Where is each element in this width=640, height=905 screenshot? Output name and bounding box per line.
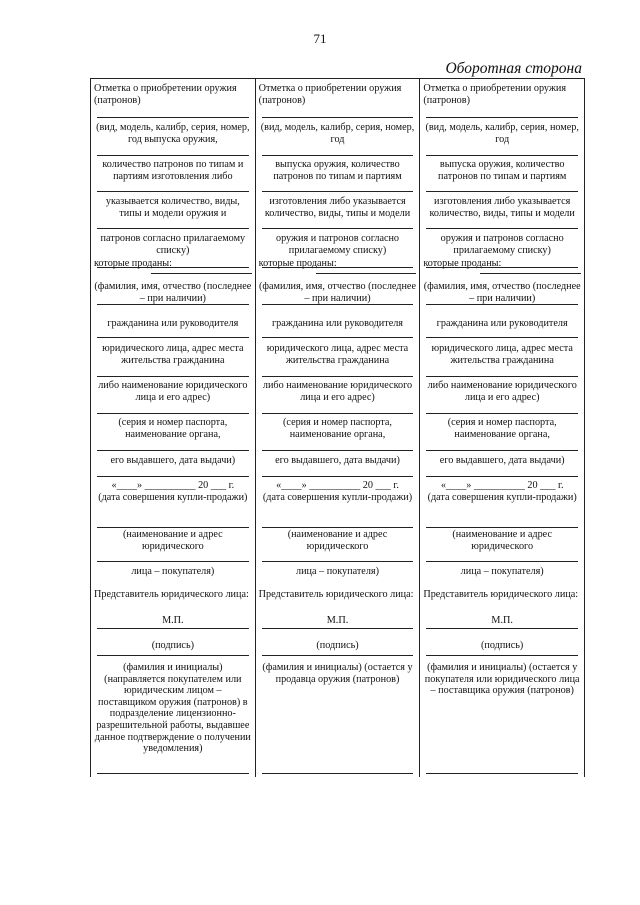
buyer-caption: лица – покупателя) [296, 566, 379, 577]
fill-line[interactable] [97, 476, 249, 477]
date-line: «____» __________ 20 ___ г. [276, 480, 399, 491]
fill-line[interactable] [426, 304, 578, 305]
signature-caption: (подпись) [481, 640, 524, 651]
fill-line[interactable] [426, 117, 578, 118]
fill-line[interactable] [426, 450, 578, 451]
date-line: «____» __________ 20 ___ г. [440, 480, 564, 491]
fill-line[interactable] [97, 413, 249, 414]
fill-line[interactable] [262, 337, 414, 338]
page-number: 71 [313, 31, 327, 46]
date-line: «____» __________ 20 ___ г. [111, 480, 235, 491]
fill-line[interactable] [97, 527, 249, 528]
column-3 [419, 79, 584, 777]
issued-by-caption: его выдавшего, дата выдачи) [110, 455, 236, 466]
initials-note: (фамилия и инициалы) (направляется покупателем или юридическим лицом – поставщиком оружия (патронов) в подразделение лицензионно-разрешительной работы, выдавшее данное подтверждение о получении уведомления) [94, 662, 251, 755]
initials-note: (фамилия и инициалы) (остается у продавца оружия (патронов) [262, 662, 413, 685]
passport-caption: (серия и номер паспорта, наименование органа, [118, 417, 228, 440]
fill-line[interactable] [97, 561, 249, 562]
weapon-type-caption: (вид, модель, калибр, серия, номер, год [260, 122, 415, 145]
sold-fill-line[interactable] [316, 273, 417, 274]
name-caption: (фамилия, имя, отчество (последнее – при наличии) [423, 281, 581, 304]
legal-entity-caption: (наименование и адрес юридического [287, 529, 388, 552]
fill-line[interactable] [426, 337, 578, 338]
fill-line[interactable] [97, 117, 249, 118]
fill-line[interactable] [426, 628, 578, 629]
fill-line[interactable] [426, 228, 578, 229]
fill-line[interactable] [97, 376, 249, 377]
fill-line[interactable] [262, 527, 414, 528]
specified-caption: изготовления либо указывается количество, виды, типы и модели [429, 196, 575, 219]
per-list-caption: патронов согласно прилагаемому списку) [100, 233, 246, 256]
column-1 [91, 79, 255, 777]
sale-date-caption: (дата совершения купли-продажи) [262, 492, 413, 503]
legal-address-caption: юридического лица, адрес места жительства гражданина [266, 343, 409, 366]
column-header: Отметка о приобретении оружия (патронов) [423, 83, 567, 106]
fill-line[interactable] [426, 655, 578, 656]
legal-name-caption: либо наименование юридического лица и его адрес) [98, 380, 248, 403]
fill-line[interactable] [426, 376, 578, 377]
citizen-caption: гражданина или руководителя [107, 318, 239, 329]
buyer-caption: лица – покупателя) [131, 566, 215, 577]
fill-line[interactable] [97, 773, 249, 774]
fill-line[interactable] [97, 337, 249, 338]
per-list-caption: оружия и патронов согласно прилагаемому списку) [275, 233, 400, 256]
fill-line[interactable] [97, 450, 249, 451]
fill-line[interactable] [426, 155, 578, 156]
legal-address-caption: юридического лица, адрес места жительства гражданина [102, 343, 244, 366]
fill-line[interactable] [97, 228, 249, 229]
fill-line[interactable] [97, 628, 249, 629]
fill-line[interactable] [426, 773, 578, 774]
fill-line[interactable] [97, 304, 249, 305]
sold-label: которые проданы: ___________ [258, 258, 396, 269]
fill-line[interactable] [262, 628, 414, 629]
legal-name-caption: либо наименование юридического лица и его адрес) [262, 380, 413, 403]
specified-caption: указывается количество, виды, типы и модели оружия и [105, 196, 240, 219]
fill-line[interactable] [426, 191, 578, 192]
fill-line[interactable] [262, 450, 414, 451]
fill-line[interactable] [262, 117, 414, 118]
fill-line[interactable] [97, 267, 249, 268]
column-header: Отметка о приобретении оружия (патронов) [94, 83, 237, 106]
fill-line[interactable] [262, 476, 414, 477]
fill-line[interactable] [426, 561, 578, 562]
fill-line[interactable] [426, 267, 578, 268]
legal-entity-caption: (наименование и адрес юридического [123, 529, 223, 552]
fill-line[interactable] [262, 228, 414, 229]
specified-caption: изготовления либо указывается количество, виды, типы и модели [264, 196, 411, 219]
name-caption: (фамилия, имя, отчество (последнее – при наличии) [94, 281, 252, 304]
weapon-acquisition-table [90, 78, 585, 777]
initials-note: (фамилия и инициалы) (остается у покупателя или юридического лица – поставщика оружия (патронов) [424, 662, 580, 697]
fill-line[interactable] [262, 773, 414, 774]
signature-caption: (подпись) [151, 640, 194, 651]
fill-line[interactable] [262, 191, 414, 192]
fill-line[interactable] [262, 376, 414, 377]
weapon-type-caption: (вид, модель, калибр, серия, номер, год [425, 122, 579, 145]
legal-entity-caption: (наименование и адрес юридического [452, 529, 552, 552]
sold-fill-line[interactable] [480, 273, 581, 274]
fill-line[interactable] [262, 267, 414, 268]
fill-line[interactable] [97, 191, 249, 192]
fill-line[interactable] [426, 476, 578, 477]
fill-line[interactable] [426, 413, 578, 414]
stamp-label: М.П. [491, 615, 513, 626]
sold-label: которые проданы: ___________ [94, 258, 231, 269]
fill-line[interactable] [262, 155, 414, 156]
cartridge-quantity-caption: количество патронов по типам и партиям изготовления либо [102, 159, 244, 182]
issued-by-caption: его выдавшего, дата выдачи) [275, 455, 400, 466]
citizen-caption: гражданина или руководителя [436, 318, 568, 329]
citizen-caption: гражданина или руководителя [272, 318, 403, 329]
reverse-side-title: Оборотная сторона [445, 60, 582, 77]
representative-label: Представитель юридического лица: [423, 589, 579, 600]
sale-date-caption: (дата совершения купли-продажи) [98, 492, 248, 503]
legal-address-caption: юридического лица, адрес места жительства гражданина [431, 343, 573, 366]
per-list-caption: оружия и патронов согласно прилагаемому списку) [440, 233, 564, 256]
sale-date-caption: (дата совершения купли-продажи) [427, 492, 577, 503]
weapon-type-caption: (вид, модель, калибр, серия, номер, год выпуска оружия, [96, 122, 250, 145]
representative-label: Представитель юридического лица: [94, 589, 249, 600]
column-header: Отметка о приобретении оружия (патронов) [258, 83, 402, 106]
stamp-label: М.П. [326, 615, 349, 626]
cartridge-quantity-caption: выпуска оружия, количество патронов по типам и партиям [273, 159, 402, 182]
legal-name-caption: либо наименование юридического лица и его адрес) [427, 380, 577, 403]
fill-line[interactable] [97, 155, 249, 156]
name-caption: (фамилия, имя, отчество (последнее – при наличии) [259, 281, 416, 304]
fill-line[interactable] [426, 527, 578, 528]
fill-line[interactable] [262, 304, 414, 305]
passport-caption: (серия и номер паспорта, наименование органа, [283, 417, 392, 440]
fill-line[interactable] [262, 561, 414, 562]
representative-label: Представитель юридического лица: [258, 589, 414, 600]
fill-line[interactable] [97, 655, 249, 656]
cartridge-quantity-caption: выпуска оружия, количество патронов по типам и партиям [438, 159, 567, 182]
issued-by-caption: его выдавшего, дата выдачи) [439, 455, 565, 466]
signature-caption: (подпись) [316, 640, 359, 651]
buyer-caption: лица – покупателя) [460, 566, 544, 577]
sold-fill-line[interactable] [151, 273, 252, 274]
fill-line[interactable] [262, 413, 414, 414]
passport-caption: (серия и номер паспорта, наименование органа, [447, 417, 557, 440]
sold-label: которые проданы: ___________ [423, 258, 560, 269]
fill-line[interactable] [262, 655, 414, 656]
stamp-label: М.П. [162, 615, 184, 626]
column-2 [255, 79, 420, 777]
